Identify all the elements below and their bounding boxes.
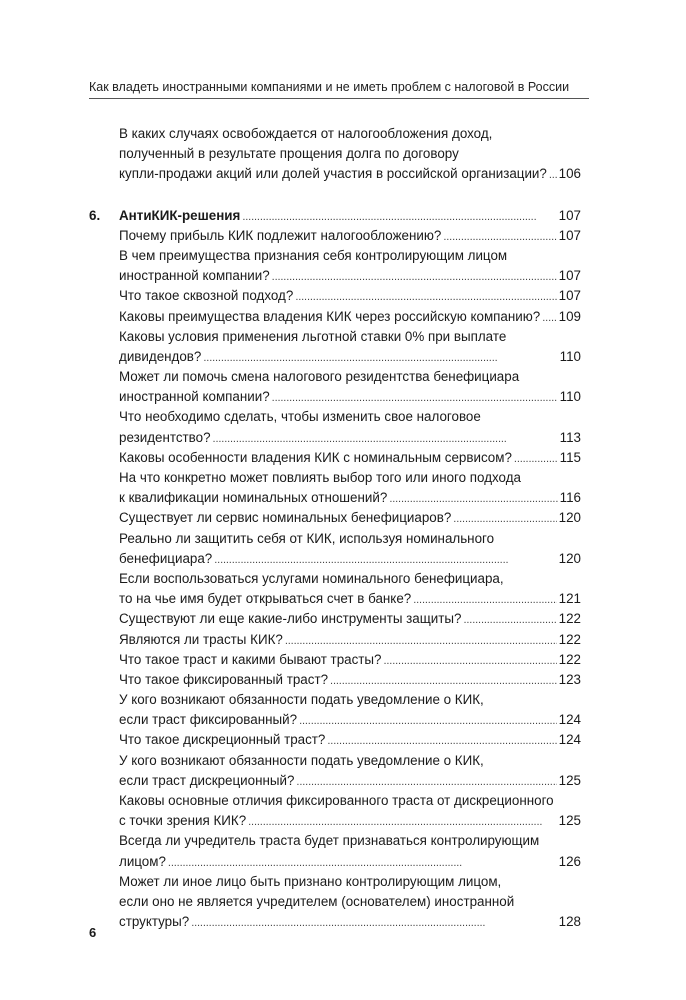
toc-entry-text: Существуют ли еще какие-либо инструменты защиты?: [119, 611, 462, 627]
toc-entry-text: Что такое сквозной подход?: [119, 288, 294, 304]
toc-line: [89, 428, 581, 448]
toc-entry: [89, 831, 581, 871]
toc-line: [89, 650, 581, 670]
dot-leader: [542, 308, 556, 328]
toc-section-heading: [89, 206, 581, 226]
toc-page-number: 122: [558, 631, 581, 647]
dot-leader: [413, 590, 556, 610]
toc-page-number: 126: [558, 853, 581, 869]
toc-line: [89, 771, 581, 791]
toc-entry-text: На что конкретно может повлиять выбор того или иного подхода: [119, 470, 521, 485]
toc-entry-text: Существует ли сервис номинальных бенефициаров?: [119, 510, 452, 526]
toc-line: [89, 266, 581, 286]
toc-entry-text: структуры?: [119, 914, 190, 930]
toc-line: [89, 630, 581, 650]
dot-leader: [299, 711, 557, 731]
dot-leader: [389, 489, 557, 509]
toc-entry-text: резидентство?: [119, 429, 211, 445]
toc-line: [89, 246, 581, 266]
toc-entry-text: иностранной компании?: [119, 268, 270, 284]
header-rule: [89, 98, 589, 99]
toc-entry-text: Что такое дискреционный траст?: [119, 732, 326, 748]
toc-entry-text: АнтиКИК-решения: [119, 207, 241, 223]
dot-leader: [248, 812, 557, 832]
toc-line: [89, 730, 581, 750]
dot-leader: [463, 610, 556, 630]
toc-entry-text: то на чье имя будет открываться счет в банке?: [119, 591, 412, 607]
toc-entry: [89, 569, 581, 609]
toc-line: [89, 831, 581, 851]
toc-page-number: 113: [559, 429, 581, 445]
dot-leader: [191, 913, 556, 933]
toc-entry: [89, 407, 581, 447]
toc-page-number: 107: [558, 207, 581, 223]
toc-entry: [89, 508, 581, 528]
running-header: Как владеть иностранными компаниями и не иметь проблем с налоговой в России: [89, 80, 570, 94]
toc-entry-text: с точки зрения КИК?: [119, 813, 247, 829]
toc-line: [89, 206, 581, 226]
dot-leader: [514, 449, 558, 469]
toc-page-number: 110: [559, 348, 581, 364]
toc-entry-text: В каких случаях освобождается от налогообложения доход,: [119, 126, 493, 141]
toc-entry: [89, 751, 581, 791]
toc-entry-text: У кого возникают обязанности подать уведомление о КИК,: [119, 752, 484, 768]
dot-leader: [285, 631, 557, 651]
toc-line: [89, 387, 581, 407]
toc-page-number: 123: [558, 671, 581, 687]
toc-line: [89, 488, 581, 508]
toc-entry: [89, 670, 581, 690]
dot-leader: [213, 429, 558, 449]
dot-leader: [327, 731, 556, 751]
toc-entry: [89, 609, 581, 629]
toc-entry: [89, 124, 581, 185]
toc-line: [89, 791, 581, 811]
toc-line: [89, 549, 581, 569]
toc-entry-text: Если воспользоваться услугами номинального бенефициара,: [119, 570, 504, 586]
toc-page-number: 106: [558, 166, 581, 182]
toc-entry: [89, 690, 581, 730]
toc-line: [89, 690, 581, 710]
toc-entry-text: если траст фиксированный?: [119, 712, 298, 728]
toc-entry: [89, 872, 581, 933]
toc-entry: [89, 367, 581, 407]
toc-line: [89, 751, 581, 771]
dot-leader: [296, 772, 556, 792]
toc-entry: [89, 246, 581, 286]
toc-entry-text: к квалификации номинальных отношений?: [119, 490, 388, 506]
toc-line: [89, 286, 581, 306]
dot-leader: [242, 207, 556, 227]
toc-page-number: 116: [559, 490, 581, 506]
dot-leader: [383, 651, 556, 671]
toc-entry: [89, 307, 581, 327]
table-of-contents: [89, 124, 581, 932]
toc-page-number: 107: [558, 268, 581, 284]
toc-entry: [89, 327, 581, 367]
toc-line: [89, 347, 581, 367]
toc-entry-text: бенефициара?: [119, 550, 213, 566]
toc-entry-text: Являются ли трасты КИК?: [119, 631, 283, 647]
toc-entry-text: Реально ли защитить себя от КИК, используя номинального: [119, 530, 495, 546]
toc-line: [89, 307, 581, 327]
toc-entry-text: если оно не является учредителем (основателем) иностранной: [119, 893, 515, 909]
toc-entry-text: Что необходимо сделать, чтобы изменить свое налоговое: [119, 409, 481, 425]
toc-line: [89, 448, 581, 468]
toc-entry-text: лицом?: [119, 853, 166, 869]
dot-leader: [272, 267, 557, 287]
toc-line: [89, 710, 581, 730]
toc-entry-text: Каковы особенности владения КИК с номинальным сервисом?: [119, 449, 512, 465]
toc-entry-text: купли-продажи акций или долей участия в российской организации?: [119, 166, 547, 182]
toc-entry-text: Может ли иное лицо быть признано контролирующим лицом,: [119, 873, 502, 889]
toc-line: [89, 327, 581, 347]
toc-entry-text: Может ли помочь смена налогового резидентства бенефициара: [119, 369, 520, 385]
dot-leader: [453, 509, 556, 529]
dot-leader: [203, 348, 557, 368]
toc-line: [89, 670, 581, 690]
toc-line: [89, 912, 581, 932]
toc-entry-text: дивидендов?: [119, 348, 202, 364]
toc-entry-text: если траст дискреционный?: [119, 772, 295, 788]
toc-page-number: 122: [558, 611, 581, 627]
toc-entry: [89, 468, 581, 508]
dot-leader: [443, 227, 556, 247]
toc-page-number: 124: [558, 732, 581, 748]
toc-page-number: 120: [558, 510, 581, 526]
toc-page-number: 125: [558, 772, 581, 788]
toc-line: [89, 508, 581, 528]
toc-line: [89, 124, 581, 144]
dot-leader: [214, 550, 556, 570]
toc-line: [89, 367, 581, 387]
toc-page-number: 107: [558, 288, 581, 304]
dot-leader: [295, 287, 556, 307]
toc-entry-text: Всегда ли учредитель траста будет признаваться контролирующим: [119, 833, 540, 849]
toc-line: [89, 164, 581, 184]
toc-entry-text: Что такое фиксированный траст?: [119, 671, 329, 687]
toc-line: [89, 811, 581, 831]
toc-line: [89, 569, 581, 589]
toc-entry-text: Каковы преимущества владения КИК через российскую компанию?: [119, 308, 541, 324]
dot-leader: [168, 853, 557, 873]
dot-leader: [330, 671, 557, 691]
toc-page-number: 124: [558, 712, 581, 728]
toc-entry-text: Каковы условия применения льготной ставки 0% при выплате: [119, 328, 507, 344]
toc-page-number: 110: [559, 389, 581, 405]
toc-line: [89, 407, 581, 427]
toc-line: [89, 226, 581, 246]
toc-line: [89, 468, 581, 488]
toc-entry-text: Почему прибыль КИК подлежит налогообложению?: [119, 227, 442, 243]
toc-page-number: 115: [559, 449, 581, 465]
toc-entry-text: В чем преимущества признания себя контролирующим лицом: [119, 247, 508, 263]
toc-entry-text: полученный в результате прощения долга по договору: [119, 146, 459, 162]
toc-line: [89, 852, 581, 872]
toc-page-number: 122: [558, 651, 581, 667]
toc-line: [89, 892, 581, 912]
toc-page-number: 109: [558, 308, 581, 324]
toc-entry: [89, 448, 581, 468]
toc-entry-text: Каковы основные отличия фиксированного траста от дискреционного: [119, 793, 554, 808]
toc-entry: [89, 286, 581, 306]
toc-page-number: 128: [558, 914, 581, 930]
toc-line: [89, 529, 581, 549]
toc-entry: [89, 226, 581, 246]
toc-line: [89, 609, 581, 629]
dot-leader: [272, 388, 558, 408]
toc-entry-text: Что такое траст и какими бывают трасты?: [119, 651, 382, 667]
toc-page-number: 125: [558, 813, 581, 829]
toc-page-number: 121: [558, 591, 581, 607]
toc-line: [89, 589, 581, 609]
toc-page-number: 120: [558, 550, 581, 566]
toc-entry-text: У кого возникают обязанности подать уведомление о КИК,: [119, 692, 484, 708]
toc-entry: [89, 650, 581, 670]
page-number: 6: [89, 925, 97, 940]
toc-page-number: 107: [558, 227, 581, 243]
toc-entry: [89, 529, 581, 569]
toc-entry-text: иностранной компании?: [119, 389, 270, 405]
toc-line: [89, 872, 581, 892]
toc-entry: [89, 630, 581, 650]
toc-section-number: 6.: [89, 207, 101, 223]
toc-entry: [89, 791, 581, 831]
toc-line: [89, 144, 581, 164]
dot-leader: [549, 165, 557, 185]
toc-entry: [89, 730, 581, 750]
